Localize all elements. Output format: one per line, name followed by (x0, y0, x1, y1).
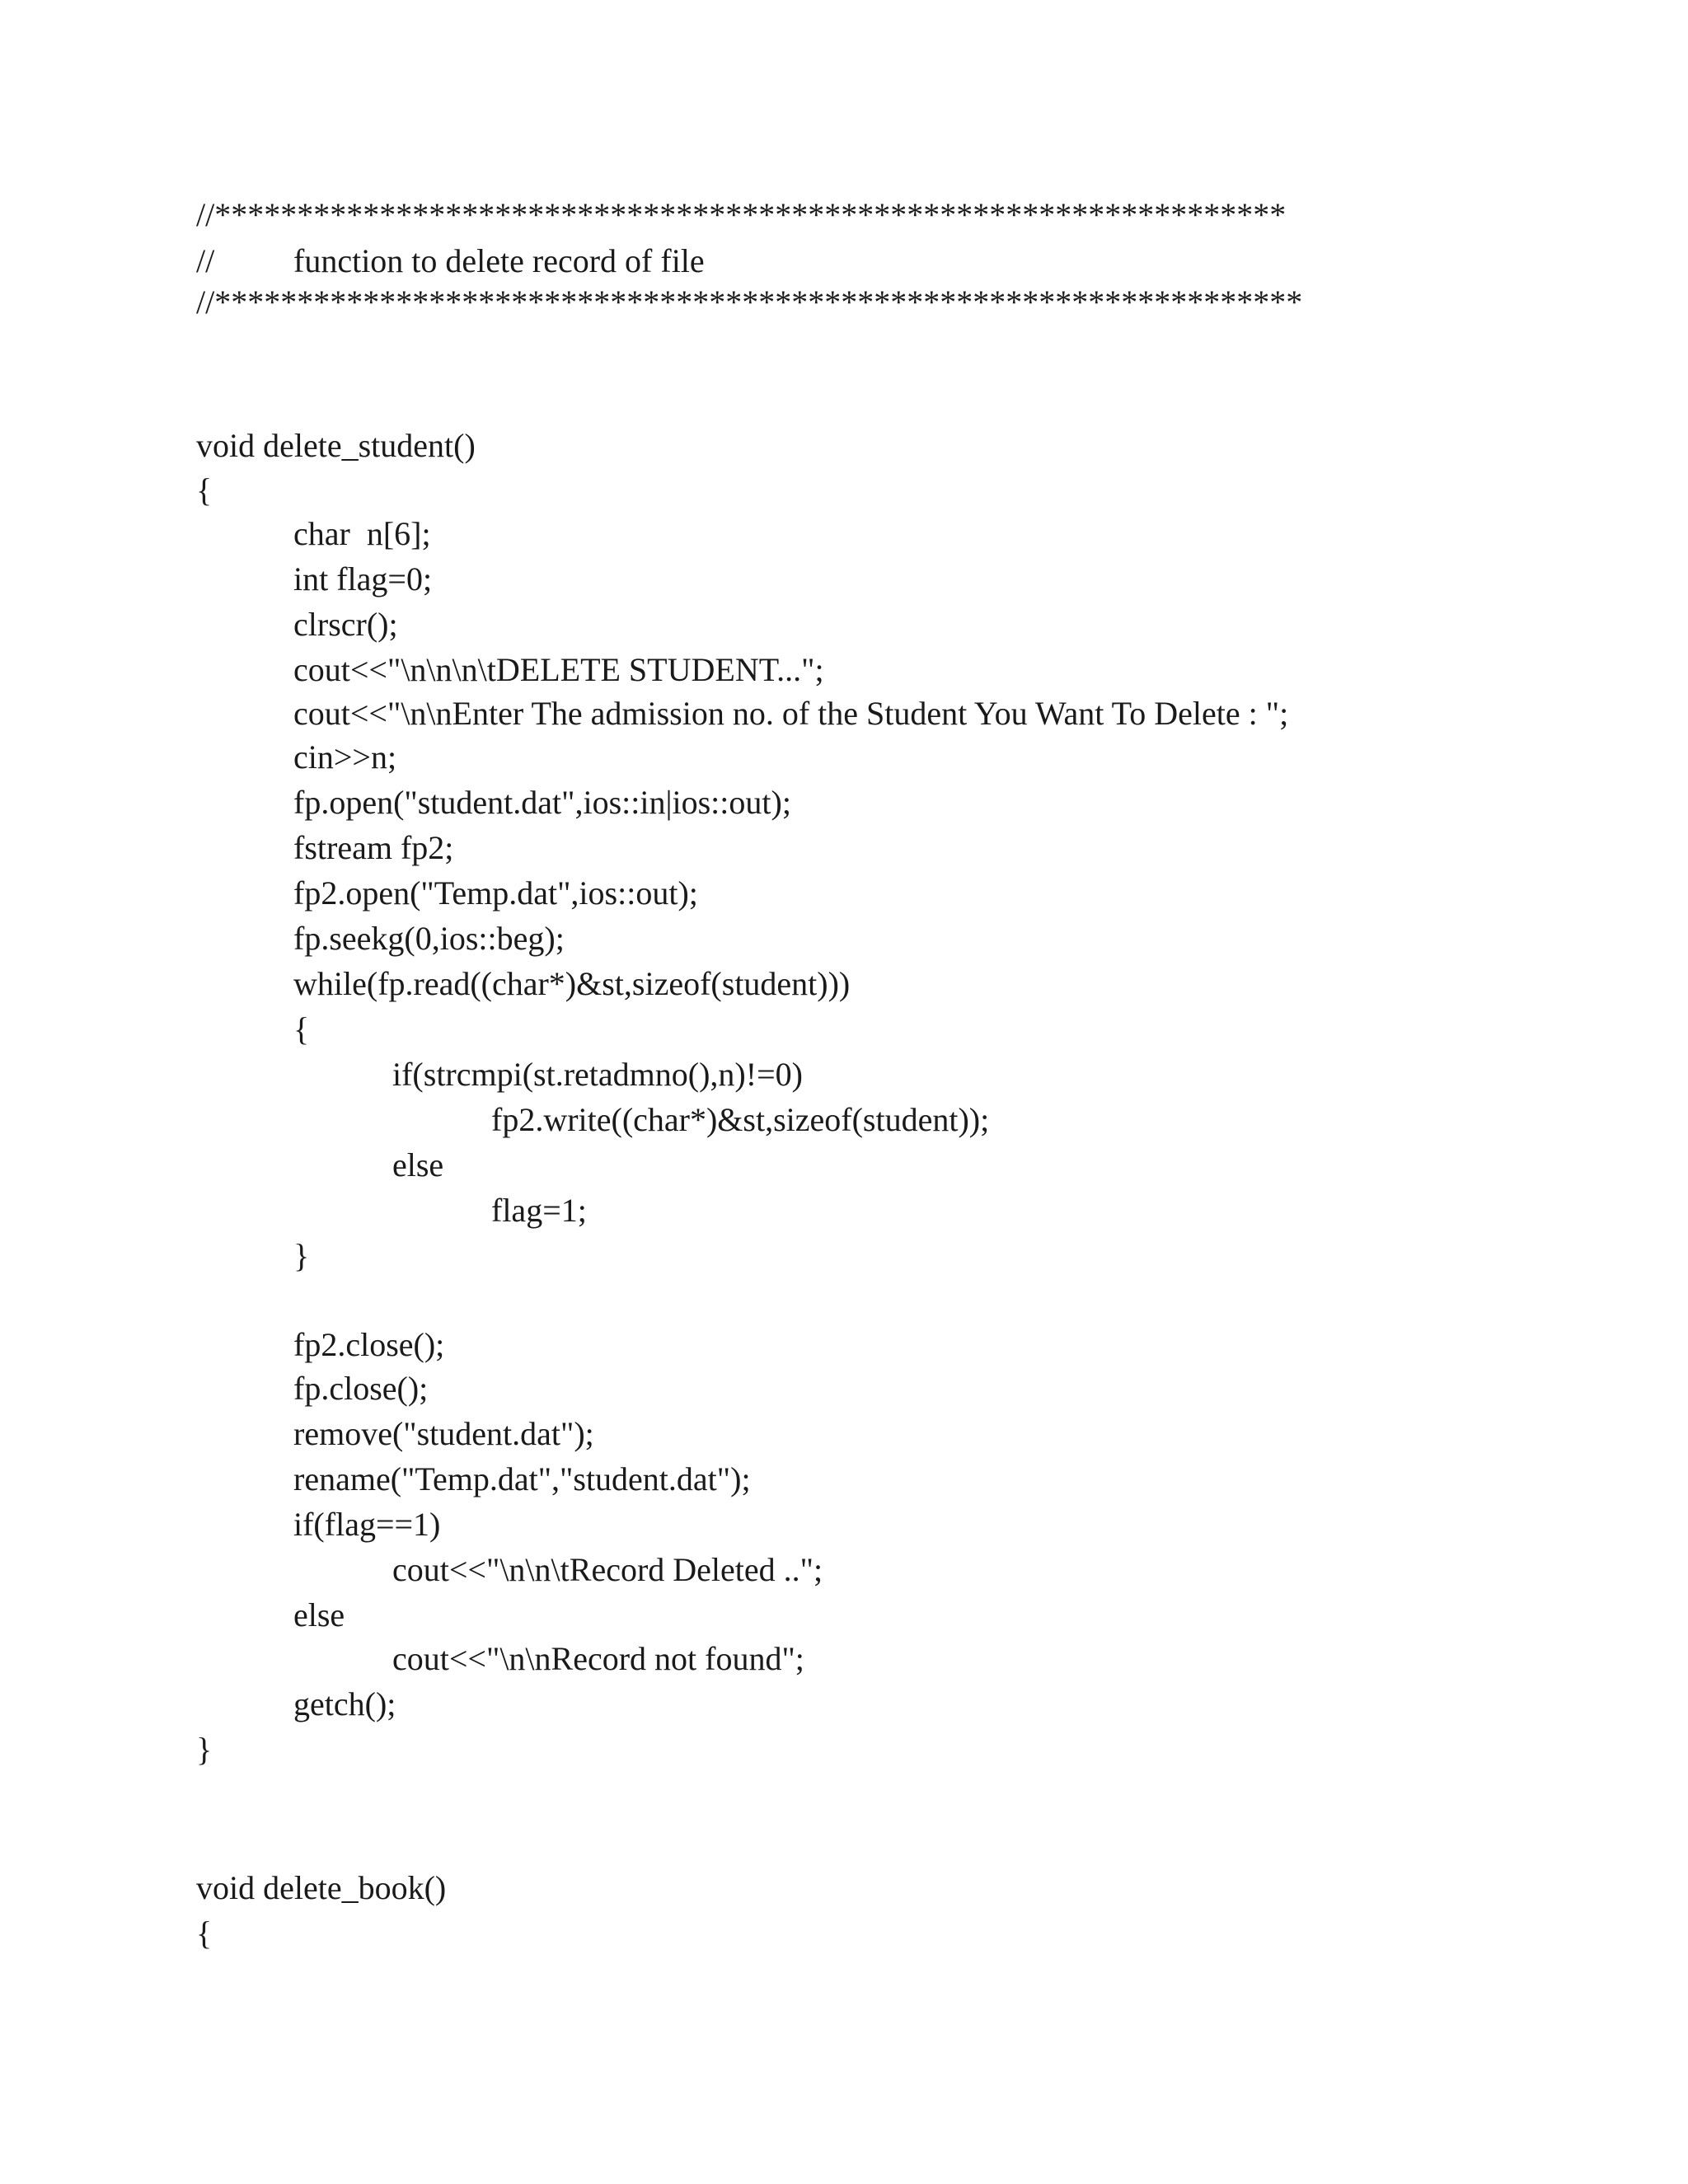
comment-text: function to delete record of file (293, 242, 705, 279)
code-line: fp2.write((char*)&st,sizeof(student)); (491, 1101, 990, 1138)
comment-top-rule: //***************************************************************** (196, 196, 1287, 233)
code-line: if(strcmpi(st.retadmno(),n)!=0) (392, 1056, 803, 1093)
code-line: fstream fp2; (293, 829, 454, 866)
code-line: else (293, 1596, 345, 1633)
open-brace: { (196, 471, 213, 509)
code-line: char n[6]; (293, 515, 431, 552)
code-line: clrscr(); (293, 606, 398, 643)
code-line: cout<<"\n\nRecord not found"; (392, 1640, 804, 1677)
code-line: fp.seekg(0,ios::beg); (293, 920, 565, 957)
code-line: flag=1; (491, 1192, 587, 1229)
code-line: getch(); (293, 1685, 396, 1722)
code-line: } (293, 1237, 310, 1274)
comment-bottom-rule: //****************************************************************** (196, 284, 1303, 321)
code-line: cin>>n; (293, 738, 397, 776)
close-brace: } (196, 1731, 213, 1768)
code-line: cout<<"\n\n\n\tDELETE STUDENT..."; (293, 651, 824, 688)
code-line: fp2.close(); (293, 1326, 445, 1363)
code-line: fp.close(); (293, 1370, 429, 1407)
code-line: while(fp.read((char*)&st,sizeof(student))) (293, 965, 851, 1002)
code-line: remove("student.dat"); (293, 1415, 594, 1452)
code-line: else (392, 1146, 444, 1183)
code-line: if(flag==1) (293, 1506, 441, 1543)
open-brace: { (196, 1915, 213, 1952)
code-line: cout<<"\n\nEnter The admission no. of the Student You Want To Delete : "; (293, 695, 1289, 732)
code-line: rename("Temp.dat","student.dat"); (293, 1460, 751, 1497)
code-line: fp.open("student.dat",ios::in|ios::out); (293, 784, 791, 821)
comment-slashes: // (196, 242, 215, 279)
code-line: int flag=0; (293, 560, 433, 598)
code-line: { (293, 1010, 310, 1047)
function-signature-delete-book: void delete_book() (196, 1869, 447, 1906)
code-line: cout<<"\n\n\tRecord Deleted .."; (392, 1551, 823, 1588)
code-line: fp2.open("Temp.dat",ios::out); (293, 874, 698, 912)
function-signature-delete-student: void delete_student() (196, 427, 476, 464)
